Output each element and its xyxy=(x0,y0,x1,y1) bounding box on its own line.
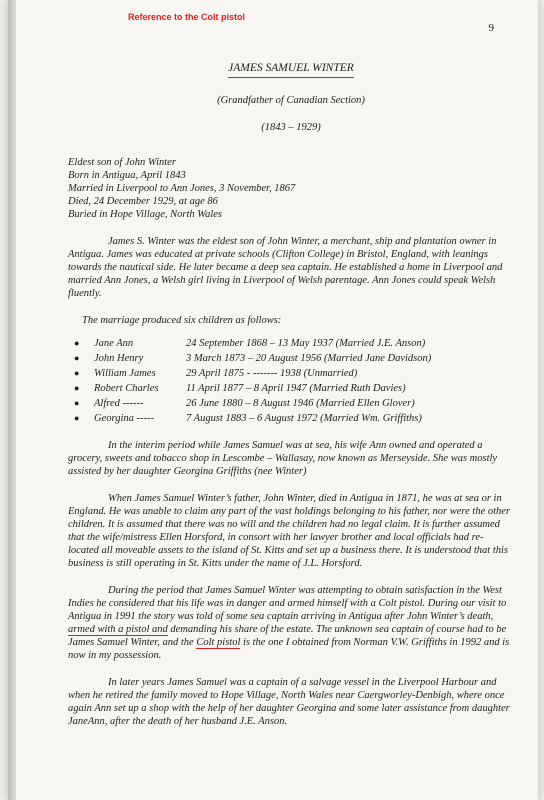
shop-paragraph: In the interim period while James Samuel was at sea, his wife Ann owned and operated a grocery, sweets and tobacco shop in Lescombe – Wallasay, now known as Merseyside. She was mostly assisted by her daughter Georgina Griffiths (nee Winter) xyxy=(68,440,498,477)
page-title xyxy=(68,62,514,78)
bullet-icon: ● xyxy=(74,413,80,423)
bullet-icon: ● xyxy=(74,383,80,393)
bullet-icon: ● xyxy=(74,338,80,348)
child-dates: 7 August 1883 – 6 August 1972 (Married Wm. Griffiths) xyxy=(186,413,422,424)
bullet-icon: ● xyxy=(74,353,80,363)
pistol-text: During the period that James Samuel Winter was attempting to obtain satisfaction in the West Indies he considered that his life was in danger and armed himself with a Colt pistol. During our visit to Antigua in 1991 the story was told of some sea captain arriving in Antigua after John Winter’s death, xyxy=(68,585,507,622)
pistol-text: is the one I obtained from Norman V.W. Griffiths in 1992 and is now in my possession. xyxy=(68,637,510,661)
later-years-paragraph: In later years James Samuel was a captain of a salvage vessel in the Liverpool Harbour and when he retired the family moved to Hope Village, North Wales near Caergworley-Denbigh, where once again Ann set up a shop with the help of her daughter Georgina and some later assistance from daughter JaneAnn, after the death of her husband J.E. Anson. xyxy=(68,677,510,727)
pistol-paragraph xyxy=(68,584,514,662)
intro-paragraph: James S. Winter was the eldest son of John Winter, a merchant, ship and plantation owner in Antigua. James was educated at private schools (Clifton College) in Bristol, England, with leanings towards the nautical side. He later became a deep sea captain. He established a home in Liverpool and married Ann Jones, a Welsh girl living in Liverpool of Welsh parentage. Ann Jones could speak Welsh fluently. xyxy=(68,236,503,299)
child-name: Alfred ------ xyxy=(94,398,144,409)
marriage-intro: The marriage produced six children as follows: xyxy=(82,315,282,326)
child-name: William James xyxy=(94,368,156,379)
bio-block xyxy=(68,156,514,221)
subtitle: (Grandfather of Canadian Section) xyxy=(217,95,365,106)
list-item xyxy=(74,337,514,350)
child-dates: 26 June 1880 – 8 August 1946 (Married Ellen Glover) xyxy=(186,398,415,409)
child-dates: 24 September 1868 – 13 May 1937 (Married J.E. Anson) xyxy=(186,338,426,349)
page-binding-edge xyxy=(8,0,16,800)
list-item xyxy=(74,412,514,425)
pistol-text: demanding his share of the estate. The unknown sea captain of course had to be James Samuel Winter, and the xyxy=(68,624,507,648)
child-name: Georgina ----- xyxy=(94,413,154,424)
document-body xyxy=(68,58,514,728)
highlighted-text: armed with a pistol and xyxy=(68,624,168,635)
bullet-icon: ● xyxy=(74,368,80,378)
annotation-note: Reference to the Colt pistol xyxy=(128,12,246,22)
child-name: Robert Charles xyxy=(94,383,159,394)
bio-line: Died, 24 December 1929, at age 86 xyxy=(68,196,218,207)
list-item xyxy=(74,382,514,395)
bio-line: Buried in Hope Village, North Wales xyxy=(68,209,222,220)
estate-paragraph: When James Samuel Winter’s father, John Winter, died in Antigua in 1871, he was at sea or in England. He was unable to claim any part of the vast holdings belonging to his father, nor were the other children. It is assumed that there was no will and the children had no legal claim. It is further assumed that the wife/mistress Ellen Horsford, in consort with her lawyer brother and local officials had re-located all moveable assets to the island of St. Kitts and set up a business there. It is understood that this business is still operating in St. Kitts under the name of J.L. Horsford. xyxy=(68,493,511,569)
child-dates: 11 April 1877 – 8 April 1947 (Married Ruth Davies) xyxy=(186,383,406,394)
list-item xyxy=(74,367,514,380)
child-dates: 29 April 1875 - ------- 1938 (Unmarried) xyxy=(186,368,358,379)
list-item xyxy=(74,397,514,410)
highlighted-text: Colt pistol xyxy=(196,637,241,648)
bio-line: Married in Liverpool to Ann Jones, 3 November, 1867 xyxy=(68,183,296,194)
page-number: 9 xyxy=(488,22,494,34)
bullet-icon: ● xyxy=(74,398,80,408)
child-dates: 3 March 1873 – 20 August 1956 (Married Jane Davidson) xyxy=(186,353,432,364)
child-name: Jane Ann xyxy=(94,338,134,349)
title-text: JAMES SAMUEL WINTER xyxy=(228,62,354,78)
list-item xyxy=(74,352,514,365)
children-list xyxy=(68,337,514,425)
life-dates: (1843 – 1929) xyxy=(261,122,321,133)
document-page xyxy=(8,0,538,800)
child-name: John Henry xyxy=(94,353,144,364)
bio-line: Born in Antigua, April 1843 xyxy=(68,170,186,181)
bio-line: Eldest son of John Winter xyxy=(68,157,176,168)
